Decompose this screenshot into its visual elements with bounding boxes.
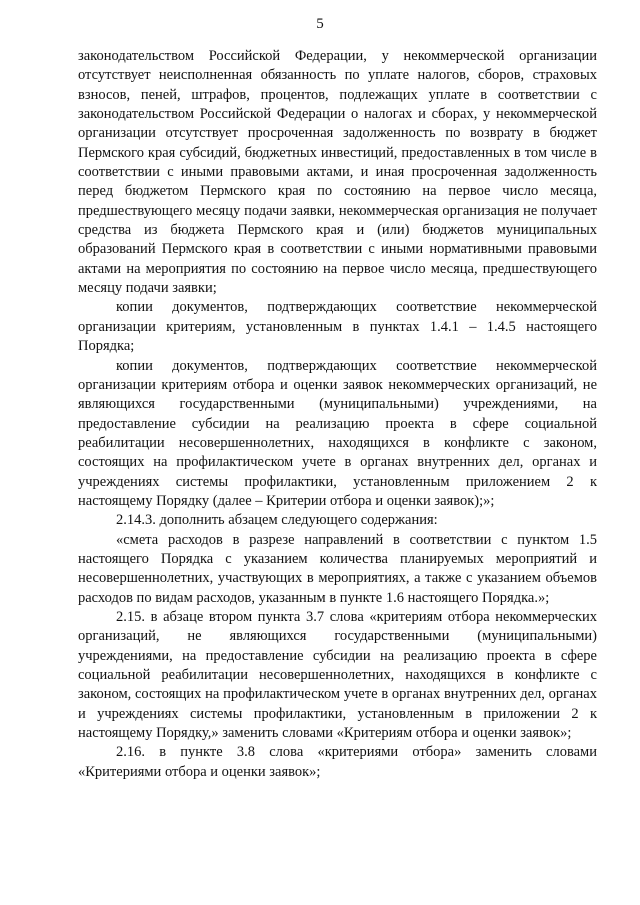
paragraph-2-14-3: 2.14.3. дополнить абзацем следующего содержания: — [116, 512, 438, 529]
paragraph-criteria-documents: копии документов, подтверждающих соответствие некоммерческой организации критериям, установленным в пунктах 1.4.1 – 1.4.5 настоящего Порядка; — [78, 299, 597, 355]
page-number: 5 — [316, 16, 324, 32]
document-body — [78, 47, 597, 782]
paragraph-expense-estimate: «смета расходов в разрезе направлений в соответствии с пунктом 1.5 настоящего Порядка с указанием количества планируемых мероприятий и несовершеннолетних, участвующих в мероприятиях, а также с указанием объемов расходов по видам расходов, указанным в пункте 1.6 настоящего Порядка.»; — [78, 531, 597, 606]
paragraph-continuation: законодательством Российской Федерации, у некоммерческой организации отсутствует неисполненная обязанность по уплате налогов, сборов, страховых взносов, пеней, штрафов, процентов, подлежащих уплате в соответствии с законодательством Российской Федерации о налогах и сборах, у некоммерческой организации отсутствует просроченная задолженность по возврату в бюджет Пермского края субсидий, бюджетных инвестиций, предоставленных в том числе в соответствии с иными правовыми актами, и иная просроченная задолженность перед бюджетом Пермского края по состоянию на первое число месяца, предшествующего месяцу подачи заявки, некоммерческая организация не получает средства из бюджета Пермского края и (или) бюджетов муниципальных образований Пермского края в соответствии с иными нормативными правовыми актами на мероприятия по состоянию на первое число месяца, предшествующего месяцу подачи заявки; — [78, 48, 597, 297]
paragraph-2-16: 2.16. в пункте 3.8 слова «критериями отбора» заменить словами «Критериями отбора и оценки заявок»; — [78, 744, 597, 780]
paragraph-selection-criteria-documents: копии документов, подтверждающих соответствие некоммерческой организации критериям отбора и оценки заявок некоммерческих организаций, не являющихся государственными (муниципальными) учреждениями, на предоставление субсидии на реализацию проекта в сфере социальной реабилитации несовершеннолетних, находящихся в конфликте с законом, состоящих на профилактическом учете в органах внутренних дел, органах и учреждениях системы профилактики, установленным приложением 2 к настоящему Порядку (далее – Критерии отбора и оценки заявок);»; — [78, 357, 597, 509]
paragraph-2-15: 2.15. в абзаце втором пункта 3.7 слова «критериям отбора некоммерческих организаций, не являющихся государственными (муниципальными) учреждениями, на предоставление субсидии на реализацию проекта в сфере социальной реабилитации несовершеннолетних, находящихся в конфликте с законом, состоящих на профилактическом учете в органах внутренних дел, органах и учреждениях системы профилактики, установленным в приложении 2 к настоящему Порядку,» заменить словами «Критериям отбора и оценки заявок»; — [78, 608, 597, 742]
